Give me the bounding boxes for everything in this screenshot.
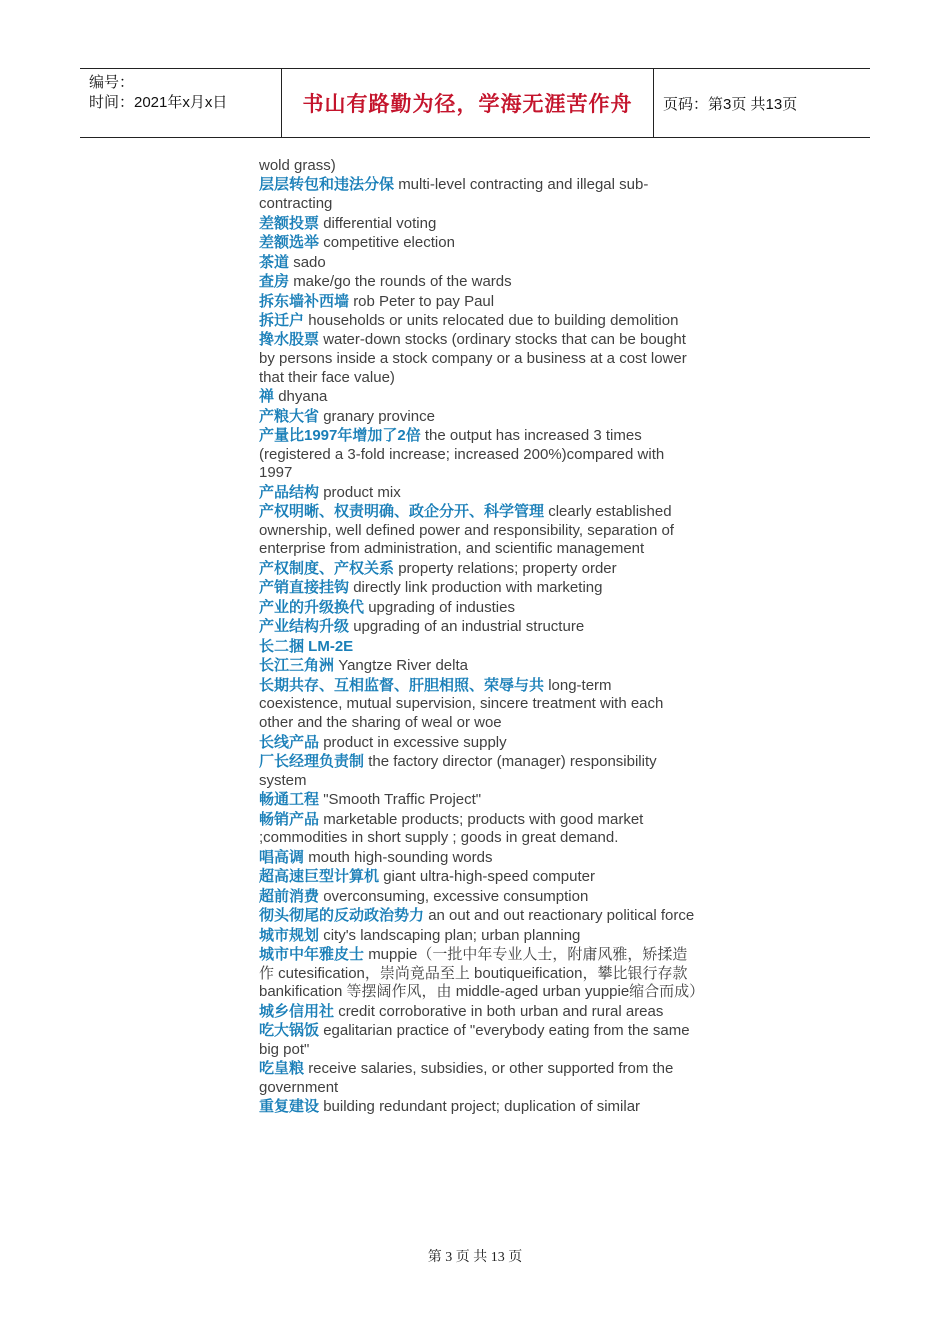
glossary-definition: make/go the rounds of the wards (293, 273, 512, 291)
header-page-info: 页码：第3页 共13页 (663, 95, 798, 113)
glossary-term: 产业结构升级 (259, 618, 350, 636)
glossary-term: 差额投票 (259, 214, 320, 232)
glossary-term: 城市中年雅皮士 (259, 946, 365, 964)
glossary-entry (259, 657, 699, 676)
glossary-definition: overconsuming, excessive consumption (323, 887, 589, 905)
glossary-term: 产权制度、产权关系 (259, 559, 395, 577)
glossary-entry (259, 312, 699, 331)
glossary-term: 超高速巨型计算机 (259, 868, 380, 886)
glossary-entry (259, 1003, 699, 1022)
glossary-term: 城乡信用社 (259, 1002, 335, 1020)
glossary-entry (259, 1022, 699, 1059)
glossary-entry (259, 734, 699, 753)
glossary-definition: granary province (323, 407, 435, 425)
glossary-term: 重复建设 (259, 1098, 320, 1116)
glossary-entry (259, 1060, 699, 1097)
glossary-entry (259, 215, 699, 234)
glossary-term: 厂长经理负责制 (259, 753, 365, 770)
glossary-term: 产粮大省 (259, 407, 320, 425)
glossary-entry (259, 408, 699, 427)
glossary-definition: Yangtze River delta (338, 657, 468, 675)
glossary-entry (259, 331, 699, 387)
glossary-term: 产量比1997年增加了2倍 (259, 427, 421, 445)
glossary-term: 产业的升级换代 (259, 598, 365, 616)
document-number-label: 编号： (89, 74, 135, 91)
glossary-definition: upgrading of industies (368, 598, 515, 616)
glossary-definition: city's landscaping plan; urban planning (323, 926, 581, 944)
glossary-entry (259, 176, 699, 213)
glossary-definition: marketable products; products with good market ;commodities in short supply ; goods in great demand. (259, 810, 644, 847)
glossary-entry (259, 560, 699, 579)
glossary-definition: directly link production with marketing (353, 579, 603, 597)
glossary-definition: property relations; property order (398, 559, 617, 577)
glossary-entry (259, 849, 699, 868)
glossary-entry (259, 503, 699, 559)
glossary-entry (259, 753, 699, 790)
glossary-entry (259, 234, 699, 253)
glossary-term: 差额选举 (259, 234, 320, 252)
glossary-term: 查房 (259, 273, 290, 291)
glossary-term: 拆东墙补西墙 (259, 292, 350, 310)
glossary-term: 层层转包和违法分保 (259, 176, 395, 194)
glossary-term: 茶道 (259, 253, 290, 271)
glossary-entry (259, 388, 699, 407)
glossary-entry (259, 638, 699, 657)
glossary-term: 城市规划 (259, 926, 320, 944)
glossary-term: 产销直接挂钩 (259, 579, 350, 597)
glossary-entry (259, 1098, 699, 1117)
header-motto: 书山有路勤为径，学海无涯苦作舟 (281, 69, 654, 137)
page-header (80, 68, 870, 138)
glossary-definition: differential voting (323, 214, 437, 232)
glossary-term: 长线产品 (259, 733, 320, 751)
glossary-entry (259, 907, 699, 926)
glossary-term: 畅销产品 (259, 810, 320, 828)
glossary-list (259, 157, 705, 1118)
glossary-definition: clearly established ownership, well defined power and responsibility, separation of enterprise from administration, and scientific management (259, 503, 674, 558)
glossary-entry (259, 427, 699, 483)
glossary-term: 吃大锅饭 (259, 1022, 320, 1040)
glossary-entry (259, 868, 699, 887)
glossary-entry (259, 293, 699, 312)
glossary-definition: mouth high-sounding words (308, 848, 493, 866)
glossary-definition: water-down stocks (ordinary stocks that can be bought by persons inside a stock company or a business at a cost lower that their face value) (259, 331, 687, 386)
glossary-definition: product mix (323, 483, 401, 501)
glossary-definition: long-term coexistence, mutual supervision, sincere treatment with each other and the sharing of weal or woe (259, 676, 664, 732)
glossary-entry (259, 927, 699, 946)
glossary-definition: an out and out reactionary political force (428, 907, 695, 925)
glossary-entry (259, 888, 699, 907)
glossary-entry (259, 677, 699, 733)
glossary-definition: multi-level contracting and illegal sub-contracting (259, 176, 649, 213)
glossary-term: 长二捆 LM-2E (259, 637, 354, 655)
glossary-entry (259, 618, 699, 637)
glossary-definition: rob Peter to pay Paul (353, 292, 495, 310)
glossary-entry (259, 254, 699, 273)
glossary-definition: the output has increased 3 times (registered a 3-fold increase; increased 200%)compared with 1997 (259, 427, 665, 482)
glossary-definition: giant ultra-high-speed computer (383, 868, 595, 886)
glossary-definition: building redundant project; duplication of similar (323, 1098, 641, 1116)
glossary-definition: dhyana (278, 388, 328, 406)
glossary-definition: egalitarian practice of "everybody eating from the same big pot" (259, 1022, 690, 1058)
document-date: 时间：2021年x月x日 (89, 94, 228, 111)
glossary-term: 产品结构 (259, 483, 320, 501)
glossary-entry (259, 946, 705, 1002)
glossary-term: 长期共存、互相监督、肝胆相照、荣辱与共 (259, 676, 545, 694)
glossary-definition: wold grass) (259, 157, 336, 174)
header-meta (80, 69, 281, 137)
glossary-term: 产权明晰、权责明确、政企分开、科学管理 (259, 503, 545, 521)
glossary-term: 唱高调 (259, 848, 305, 866)
glossary-term: 吃皇粮 (259, 1060, 305, 1078)
glossary-term: 彻头彻尾的反动政治势力 (259, 907, 425, 925)
glossary-entry (259, 791, 699, 810)
glossary-term: 长江三角洲 (259, 657, 335, 675)
glossary-term: 禅 (259, 388, 275, 406)
glossary-entry (259, 484, 699, 503)
glossary-definition: upgrading of an industrial structure (353, 618, 585, 636)
glossary-definition: the factory director (manager) responsibility system (259, 753, 657, 789)
glossary-entry (259, 157, 699, 176)
glossary-definition: product in excessive supply (323, 733, 507, 751)
glossary-entry (259, 273, 699, 292)
glossary-definition: households or units relocated due to building demolition (308, 311, 679, 329)
glossary-entry (259, 579, 699, 598)
glossary-entry (259, 599, 699, 618)
glossary-term: 拆迁户 (259, 311, 305, 329)
glossary-definition: muppie（一批中年专业人士，附庸风雅，矫揉造作 cutesification，崇尚竟品至上 boutiqueification，攀比银行存款 bankification 等摆阔作风，由 middle-aged urban yuppie缩合而成） (259, 946, 705, 1001)
glossary-term: 搀水股票 (259, 331, 320, 349)
glossary-definition: sado (293, 253, 326, 271)
glossary-definition: "Smooth Traffic Project" (323, 791, 482, 809)
page-footer: 第 3 页 共 13 页 (427, 1250, 523, 1265)
glossary-entry (259, 811, 699, 848)
glossary-definition: credit corroborative in both urban and rural areas (338, 1002, 664, 1020)
glossary-definition: competitive election (323, 234, 455, 252)
glossary-term: 畅通工程 (259, 791, 320, 809)
glossary-term: 超前消费 (259, 887, 320, 905)
glossary-definition: receive salaries, subsidies, or other supported from the government (259, 1060, 674, 1096)
